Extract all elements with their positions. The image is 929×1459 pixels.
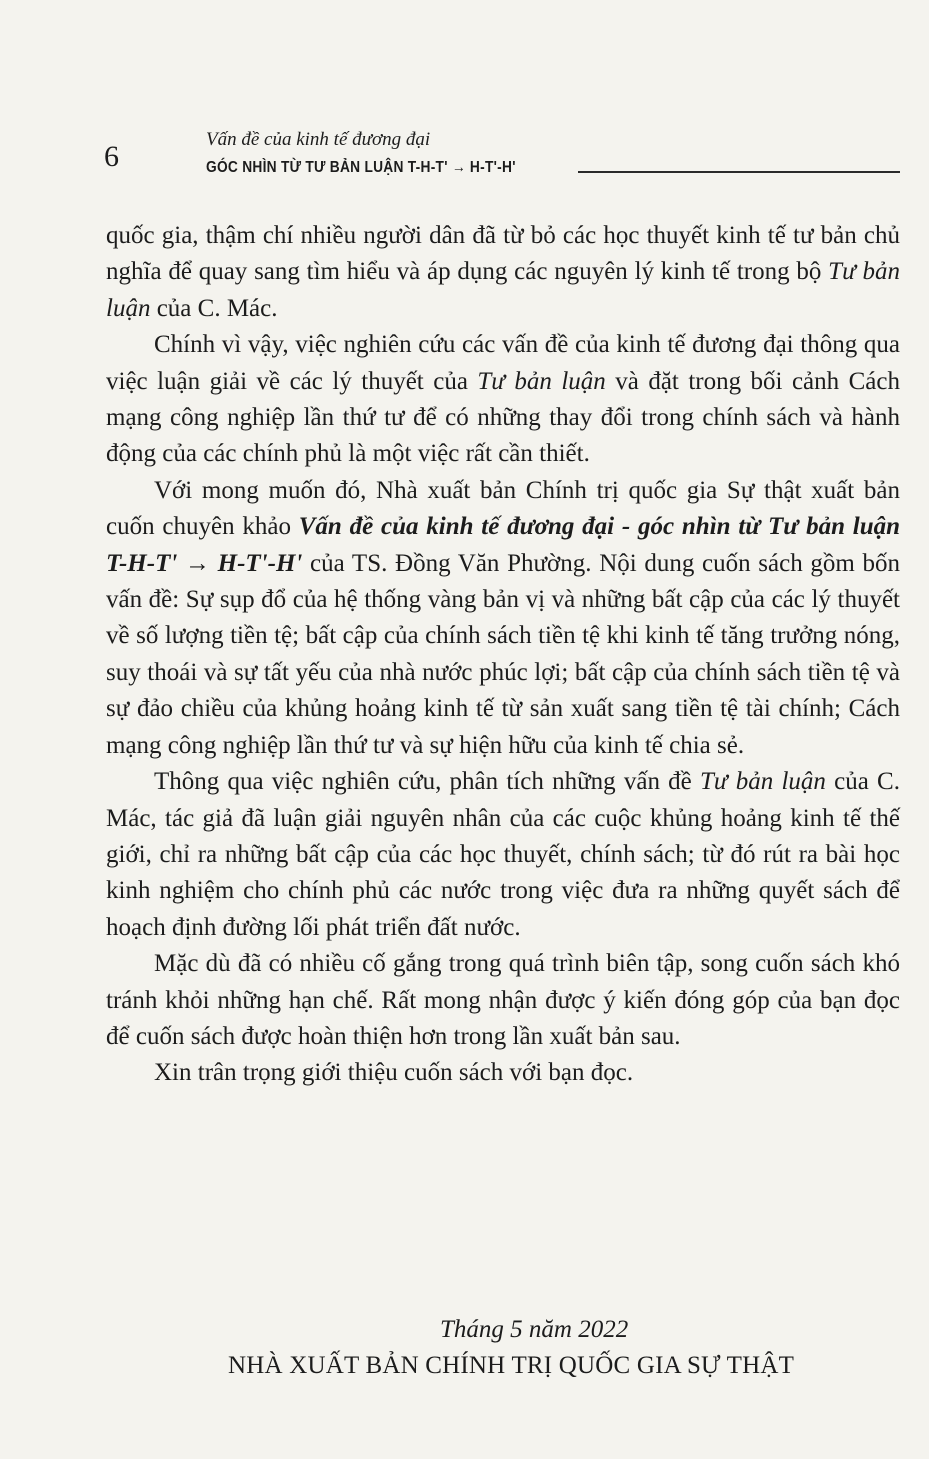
paragraph-2-book-title: Tư bản luận (477, 367, 606, 395)
paragraph-5 (106, 946, 900, 1055)
paragraph-2-text-2: và đặt trong bối cảnh Cách mạng công nghiệp lần thứ tư để có những thay đổi trong chính sách và hành động của các chính phủ là một việc rất cần thiết. (106, 367, 900, 468)
paragraph-5-text-1: Mặc dù đã có nhiều cố gắng trong quá trình biên tập, song cuốn sách khó tránh khỏi những hạn chế. Rất mong nhận được ý kiến đóng góp của bạn đọc để cuốn sách được hoàn thiện hơn trong lần xuất bản sau. (106, 950, 900, 1050)
signature-publisher: NHÀ XUẤT BẢN CHÍNH TRỊ QUỐC GIA SỰ THẬT (228, 1352, 795, 1379)
signature-date: Tháng 5 năm 2022 (440, 1316, 629, 1343)
paragraph-1-text-1: quốc gia, thậm chí nhiều người dân đã từ bỏ các học thuyết kinh tế tư bản chủ nghĩa để quay sang tìm hiểu và áp dụng các nguyên lý kinh tế trong bộ (106, 222, 900, 286)
paragraph-6-text-1: Xin trân trọng giới thiệu cuốn sách với bạn đọc. (154, 1059, 634, 1087)
body-text (106, 218, 900, 1092)
paragraph-6 (106, 1055, 900, 1091)
paragraph-4-book-title: Tư bản luận (699, 768, 826, 796)
paragraph-1-text-2: của C. Mác. (150, 294, 278, 322)
running-title-line1: Vấn đề của kinh tế đương đại (206, 129, 431, 150)
paragraph-4-text-1: Thông qua việc nghiên cứu, phân tích những vấn đề (154, 768, 700, 796)
paragraph-3-text-1: Với mong muốn đó, Nhà xuất bản Chính trị quốc gia Sự thật xuất bản cuốn chuyên khảo (106, 476, 900, 541)
paragraph-3 (106, 473, 900, 764)
paragraph-1-book-title: Tư bản luận (106, 258, 900, 322)
paragraph-3-monograph-title: Vấn đề của kinh tế đương đại - góc nhìn từ Tư bản luận T-H-T' → H-T'-H' (106, 513, 900, 577)
paragraph-2 (106, 327, 900, 473)
paragraph-3-text-2: của TS. Đồng Văn Phường. Nội dung cuốn sách gồm bốn vấn đề: Sự sụp đổ của hệ thống vàng bản vị và những bất cập của các lý thuyết về số lượng tiền tệ; bất cập của chính sách tiền tệ khi kinh tế tăng trưởng nóng, suy thoái và sự tất yếu của nhà nước phúc lợi; bất cập của chính sách tiền tệ và sự đảo chiều của khủng hoảng kinh tế từ sản xuất sang tiền tệ tài chính; Cách mạng công nghiệp lần thứ tư và sự hiện hữu của kinh tế chia sẻ. (106, 549, 901, 759)
header-rule (578, 171, 900, 173)
running-title-line2: GÓC NHÌN TỪ TƯ BẢN LUẬN T-H-T' → H-T'-H' (206, 159, 516, 176)
paragraph-2-text-1: Chính vì vậy, việc nghiên cứu các vấn đề của kinh tế đương đại thông qua việc luận giải về các lý thuyết của (106, 331, 900, 395)
paragraph-4-text-2: của C. Mác, tác giả đã luận giải nguyên nhân của các cuộc khủng hoảng kinh tế thế giới, chỉ ra những bất cập của các học thuyết, chính sách; từ đó rút ra bài học kinh nghiệm cho chính phủ các nước trong việc đưa ra những quyết sách để hoạch định đường lối phát triển đất nước. (106, 768, 900, 941)
page-number: 6 (104, 140, 119, 173)
paragraph-1 (106, 218, 900, 327)
paragraph-4 (106, 764, 900, 946)
